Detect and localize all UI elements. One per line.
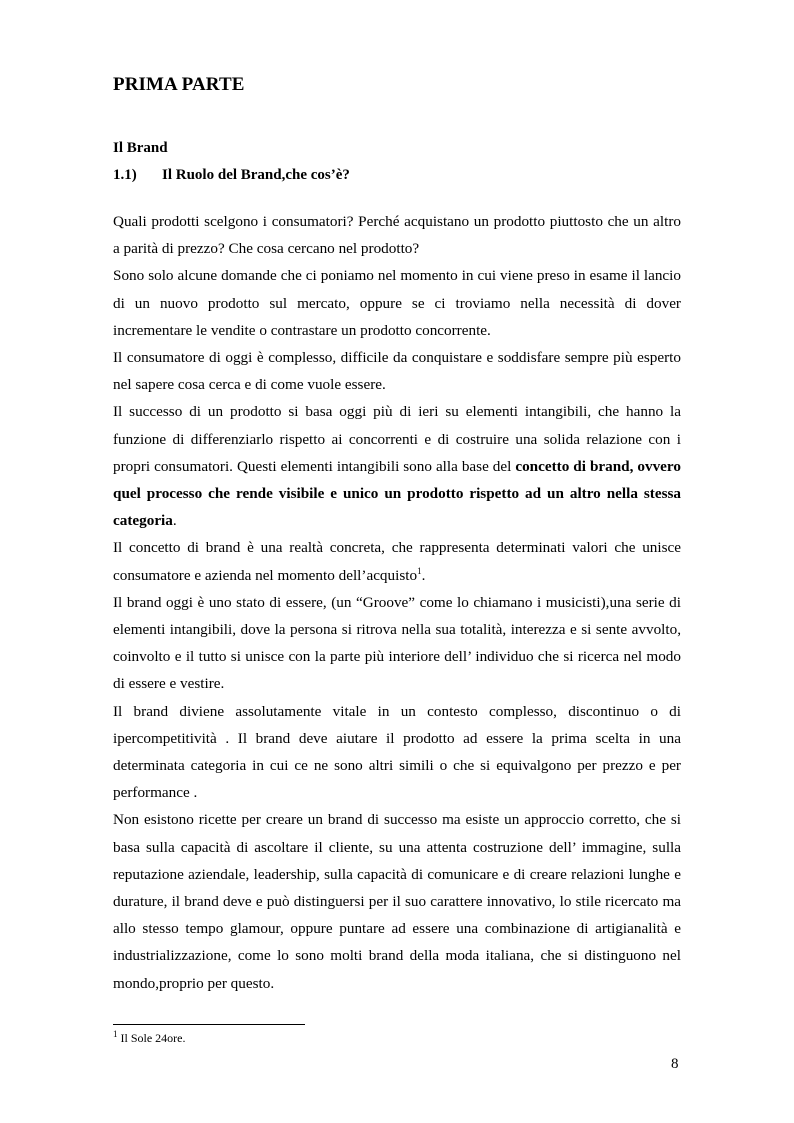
subsection-heading (113, 167, 350, 184)
paragraph-text: . (421, 566, 426, 584)
paragraph (113, 398, 681, 534)
paragraph: Il brand diviene assolutamente vitale in un contesto complesso, discontinuo o di ipercompetitività . Il brand deve aiutare il prodotto ad essere la prima scelta in una determinata categoria in cui ce ne sono altri simili o che si equivalgono per prezzo e per performance . (113, 702, 681, 802)
paragraph: Sono solo alcune domande che ci poniamo nel momento in cui viene preso in esame il lancio di un nuovo prodotto sul mercato, oppure se ci troviamo nella necessità di dover incrementare le vendite o contrastare un prodotto concorrente. (113, 267, 681, 339)
paragraph-text: . (172, 512, 177, 530)
page-number: 8 (671, 1056, 679, 1072)
paragraph (113, 534, 681, 588)
body-text (113, 208, 681, 997)
footnote (113, 1031, 186, 1046)
paragraph: Quali prodotti scelgono i consumatori? Perché acquistano un prodotto piuttosto che un altro a parità di prezzo? Che cosa cercano nel prodotto? (113, 213, 681, 258)
paragraph: Non esistono ricette per creare un brand di successo ma esiste un approccio corretto, che si basa sulla capacità di ascoltare il cliente, su una attenta costruzione dell’ immagine, sulla reputazione aziendale, leadership, sulla capacità di comunicare e di creare relazioni lunghe e durature, il brand deve e può distinguersi per il suo carattere innovativo, lo stile ricercato ma allo stesso tempo glamour, oppure puntare ad essere una combinazione di artigianalità e industrializzazione, come lo sono molti brand della moda italiana, che si distinguono nel mondo,proprio per questo. (113, 811, 681, 992)
paragraph-text: Il successo di un prodotto si basa oggi più di ieri su elementi intangibili, che hanno la funzione di differenziarlo rispetto ai concorrenti e di costruire una solida relazione con i propri consumatori. Questi elementi intangibili sono alla base del (113, 403, 681, 475)
paragraph: Il consumatore di oggi è complesso, difficile da conquistare e soddisfare sempre più esperto nel sapere cosa cerca e di come vuole essere. (113, 349, 681, 394)
section-title: Il Brand (113, 140, 168, 156)
paragraph-text: Il concetto di brand è una realtà concreta, che rappresenta determinati valori che unisce consumatore e azienda nel momento dell’acquisto (113, 539, 681, 584)
subsection-title: Il Ruolo del Brand,che cos’è? (162, 167, 350, 183)
bold-definition: concetto di brand, ovvero quel processo che rende visibile e unico un prodotto rispetto ad un altro nella stessa categoria (113, 457, 681, 530)
subsection-number: 1.1) (113, 167, 137, 183)
footnote-number: 1 (113, 1029, 118, 1039)
paragraph: Il brand oggi è uno stato di essere, (un “Groove” come lo chiamano i musicisti),una serie di elementi intangibili, dove la persona si ritrova nella sua totalità, interezza e si sente avvolto, coinvolto e il tutto si unisce con la parte più interiore dell’ individuo che si ricerca nel modo di essere e vestire. (113, 593, 681, 693)
footnote-text: Il Sole 24ore. (117, 1031, 186, 1045)
page-title: PRIMA PARTE (113, 74, 245, 95)
footnote-reference[interactable]: 1 (417, 565, 422, 576)
footnote-divider (113, 1024, 305, 1025)
